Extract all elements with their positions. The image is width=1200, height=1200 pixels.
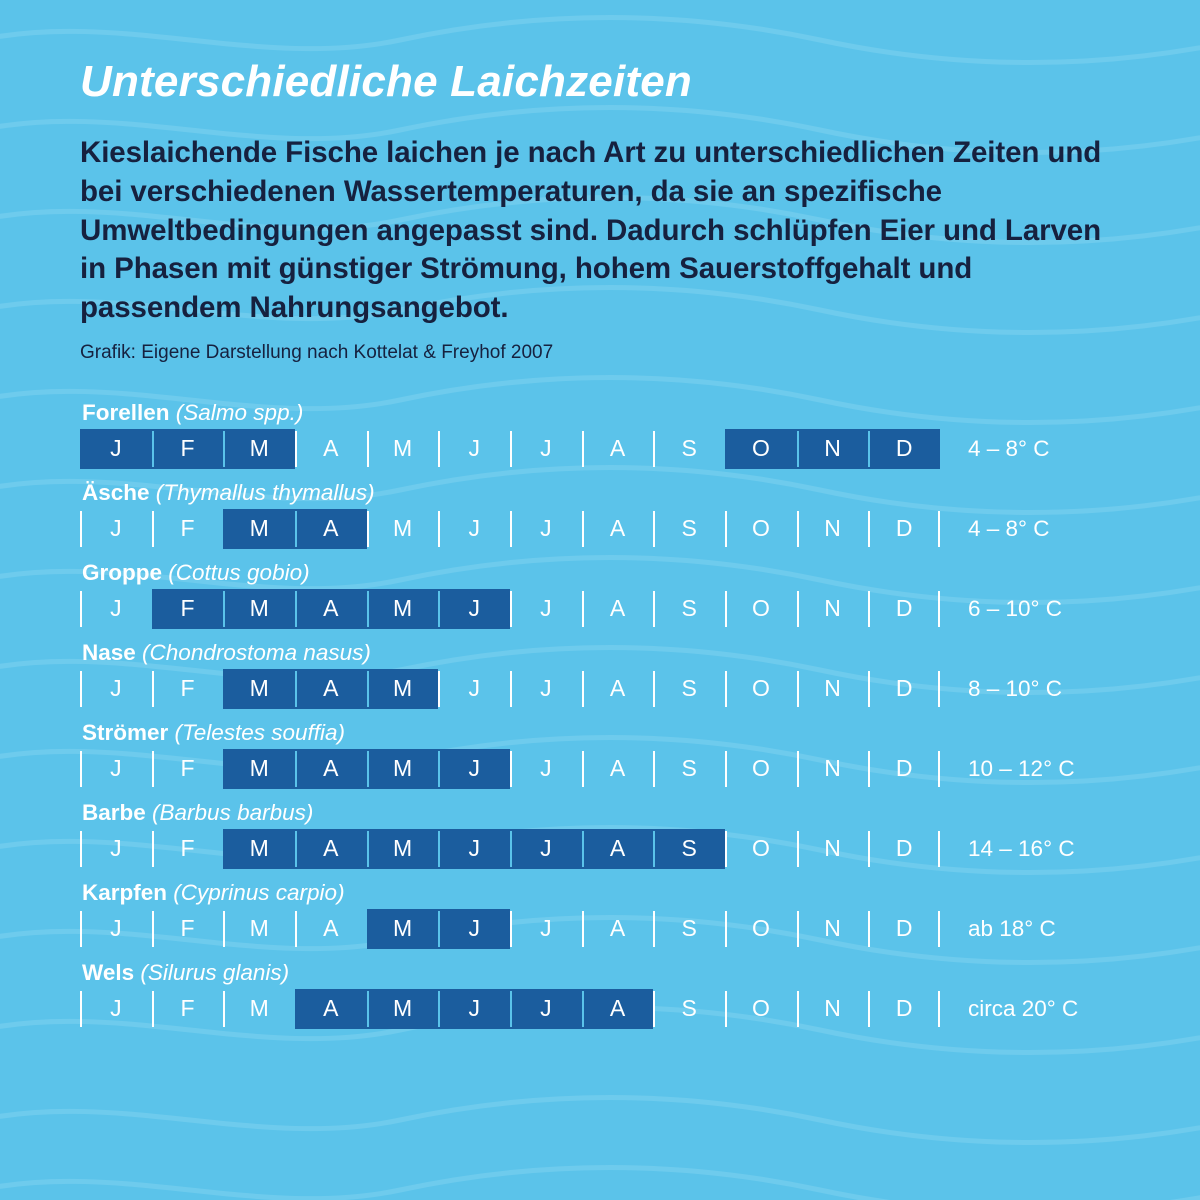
month-cell: M — [223, 909, 295, 949]
source-credit: Grafik: Eigene Darstellung nach Kottelat & Freyhof 2007 — [80, 341, 554, 363]
month-cell-active: S — [653, 829, 725, 869]
month-cell-active: A — [295, 669, 367, 709]
month-cell-active: F — [152, 429, 224, 469]
month-cell-active: A — [295, 989, 367, 1029]
species-row — [80, 880, 1120, 949]
species-timeline — [80, 829, 1120, 869]
month-cell: N — [797, 829, 869, 869]
month-track — [80, 909, 940, 949]
species-row — [80, 480, 1120, 549]
month-cell-active: M — [223, 429, 295, 469]
month-cell: J — [438, 429, 510, 469]
species-timeline — [80, 749, 1120, 789]
month-cell-active: D — [868, 429, 940, 469]
species-row — [80, 800, 1120, 869]
month-cell: A — [295, 909, 367, 949]
species-row — [80, 720, 1120, 789]
month-cell: F — [152, 749, 224, 789]
spawning-temperature: ab 18° C — [968, 915, 1056, 941]
month-cell: S — [653, 669, 725, 709]
month-cell: A — [582, 909, 654, 949]
month-cell-active: M — [367, 909, 439, 949]
species-row — [80, 560, 1120, 629]
month-cell: S — [653, 909, 725, 949]
species-label — [82, 560, 1120, 586]
month-cell: F — [152, 509, 224, 549]
month-cell-active: M — [367, 829, 439, 869]
month-cell: J — [438, 669, 510, 709]
species-common-name: Strömer — [82, 719, 169, 745]
spawning-temperature: 4 – 8° C — [968, 435, 1050, 461]
month-cell: F — [152, 829, 224, 869]
month-cell: F — [152, 989, 224, 1029]
month-cell: J — [510, 589, 582, 629]
species-label — [82, 720, 1120, 746]
species-label — [82, 880, 1120, 906]
month-cell: D — [868, 669, 940, 709]
spawning-temperature: 6 – 10° C — [968, 595, 1063, 621]
month-cell-active: N — [797, 429, 869, 469]
month-cell: J — [510, 669, 582, 709]
species-latin-name: (Barbus barbus) — [145, 799, 314, 825]
spawning-temperature: 4 – 8° C — [968, 515, 1050, 541]
species-label — [82, 960, 1120, 986]
species-latin-name: (Telestes souffia) — [168, 719, 346, 745]
species-row — [80, 400, 1120, 469]
species-timeline — [80, 589, 1120, 629]
month-cell: J — [510, 749, 582, 789]
month-cell-active: J — [80, 429, 152, 469]
month-cell-active: M — [223, 509, 295, 549]
month-cell: M — [223, 989, 295, 1029]
month-cell: J — [80, 749, 152, 789]
month-cell: D — [868, 589, 940, 629]
month-cell-active: M — [367, 749, 439, 789]
month-cell: J — [80, 989, 152, 1029]
month-track — [80, 829, 940, 869]
month-cell: O — [725, 669, 797, 709]
month-cell: N — [797, 589, 869, 629]
month-cell: D — [868, 909, 940, 949]
month-cell-active: A — [295, 589, 367, 629]
month-cell-active: M — [367, 989, 439, 1029]
month-cell: D — [868, 749, 940, 789]
month-cell: S — [653, 589, 725, 629]
month-cell: A — [582, 589, 654, 629]
page-title: Unterschiedliche Laichzeiten — [80, 57, 692, 106]
month-track — [80, 509, 940, 549]
month-cell-active: M — [223, 669, 295, 709]
month-cell: M — [367, 509, 439, 549]
month-cell-active: J — [510, 989, 582, 1029]
month-cell: D — [868, 989, 940, 1029]
spawning-chart — [80, 400, 1120, 1029]
species-latin-name: (Salmo spp.) — [169, 399, 304, 425]
month-cell: D — [868, 509, 940, 549]
month-cell-active: J — [510, 829, 582, 869]
month-cell: N — [797, 749, 869, 789]
month-cell: F — [152, 669, 224, 709]
month-cell-active: J — [438, 589, 510, 629]
species-row — [80, 960, 1120, 1029]
month-cell: S — [653, 989, 725, 1029]
month-cell-active: J — [438, 749, 510, 789]
month-cell: M — [367, 429, 439, 469]
month-cell: J — [80, 829, 152, 869]
month-cell-active: A — [582, 829, 654, 869]
month-cell: N — [797, 989, 869, 1029]
month-cell-active: F — [152, 589, 224, 629]
month-cell: O — [725, 509, 797, 549]
month-cell: D — [868, 829, 940, 869]
species-timeline — [80, 989, 1120, 1029]
month-track — [80, 429, 940, 469]
month-cell-active: J — [438, 909, 510, 949]
month-cell: F — [152, 909, 224, 949]
month-cell: S — [653, 429, 725, 469]
month-cell: A — [295, 429, 367, 469]
species-label — [82, 480, 1120, 506]
species-latin-name: (Thymallus thymallus) — [149, 479, 375, 505]
month-cell-active: J — [438, 829, 510, 869]
month-cell-active: M — [367, 669, 439, 709]
month-track — [80, 669, 940, 709]
species-label — [82, 640, 1120, 666]
species-latin-name: (Cyprinus carpio) — [167, 879, 345, 905]
species-timeline — [80, 509, 1120, 549]
month-cell: J — [510, 509, 582, 549]
species-latin-name: (Chondrostoma nasus) — [135, 639, 371, 665]
month-cell-active: O — [725, 429, 797, 469]
month-cell-active: M — [223, 589, 295, 629]
month-cell: J — [80, 589, 152, 629]
month-cell-active: J — [438, 989, 510, 1029]
month-cell: S — [653, 509, 725, 549]
species-common-name: Äsche — [82, 479, 150, 505]
month-cell-active: A — [295, 749, 367, 789]
month-cell: N — [797, 909, 869, 949]
month-cell: J — [80, 909, 152, 949]
spawning-temperature: 8 – 10° C — [968, 675, 1063, 701]
month-cell-active: M — [367, 589, 439, 629]
species-timeline — [80, 669, 1120, 709]
month-cell-active: A — [582, 989, 654, 1029]
month-cell: A — [582, 669, 654, 709]
month-cell-active: A — [295, 509, 367, 549]
species-row — [80, 640, 1120, 709]
month-cell: N — [797, 509, 869, 549]
month-cell: O — [725, 829, 797, 869]
month-track — [80, 989, 940, 1029]
month-cell: O — [725, 749, 797, 789]
month-track — [80, 589, 940, 629]
intro-paragraph: Kieslaichende Fische laichen je nach Art zu unterschiedlichen Zeiten und bei verschiedenen Wassertemperaturen, da sie an spezifische Umweltbedingungen angepasst sind. Dadurch schlüpfen Eier und Larven in Phasen mit günstiger Strömung, hohem Sauerstoffgehalt und passendem Nahrungsangebot. — [80, 136, 1102, 324]
month-track — [80, 749, 940, 789]
spawning-temperature: 10 – 12° C — [968, 755, 1075, 781]
species-common-name: Barbe — [82, 799, 146, 825]
month-cell-active: A — [295, 829, 367, 869]
month-cell: N — [797, 669, 869, 709]
month-cell: A — [582, 749, 654, 789]
species-common-name: Wels — [82, 959, 135, 985]
month-cell: A — [582, 509, 654, 549]
spawning-temperature: circa 20° C — [968, 995, 1079, 1021]
species-common-name: Karpfen — [82, 879, 168, 905]
month-cell-active: M — [223, 829, 295, 869]
month-cell: O — [725, 909, 797, 949]
species-common-name: Forellen — [82, 399, 170, 425]
month-cell: J — [510, 429, 582, 469]
month-cell-active: M — [223, 749, 295, 789]
species-label — [82, 400, 1120, 426]
species-common-name: Groppe — [82, 559, 163, 585]
month-cell: J — [80, 509, 152, 549]
month-cell: J — [510, 909, 582, 949]
month-cell: J — [438, 509, 510, 549]
species-timeline — [80, 429, 1120, 469]
month-cell: S — [653, 749, 725, 789]
species-timeline — [80, 909, 1120, 949]
month-cell: A — [582, 429, 654, 469]
species-label — [82, 800, 1120, 826]
species-latin-name: (Silurus glanis) — [134, 959, 290, 985]
species-latin-name: (Cottus gobio) — [162, 559, 310, 585]
spawning-temperature: 14 – 16° C — [968, 835, 1075, 861]
species-common-name: Nase — [82, 639, 136, 665]
month-cell: O — [725, 589, 797, 629]
month-cell: O — [725, 989, 797, 1029]
month-cell: J — [80, 669, 152, 709]
